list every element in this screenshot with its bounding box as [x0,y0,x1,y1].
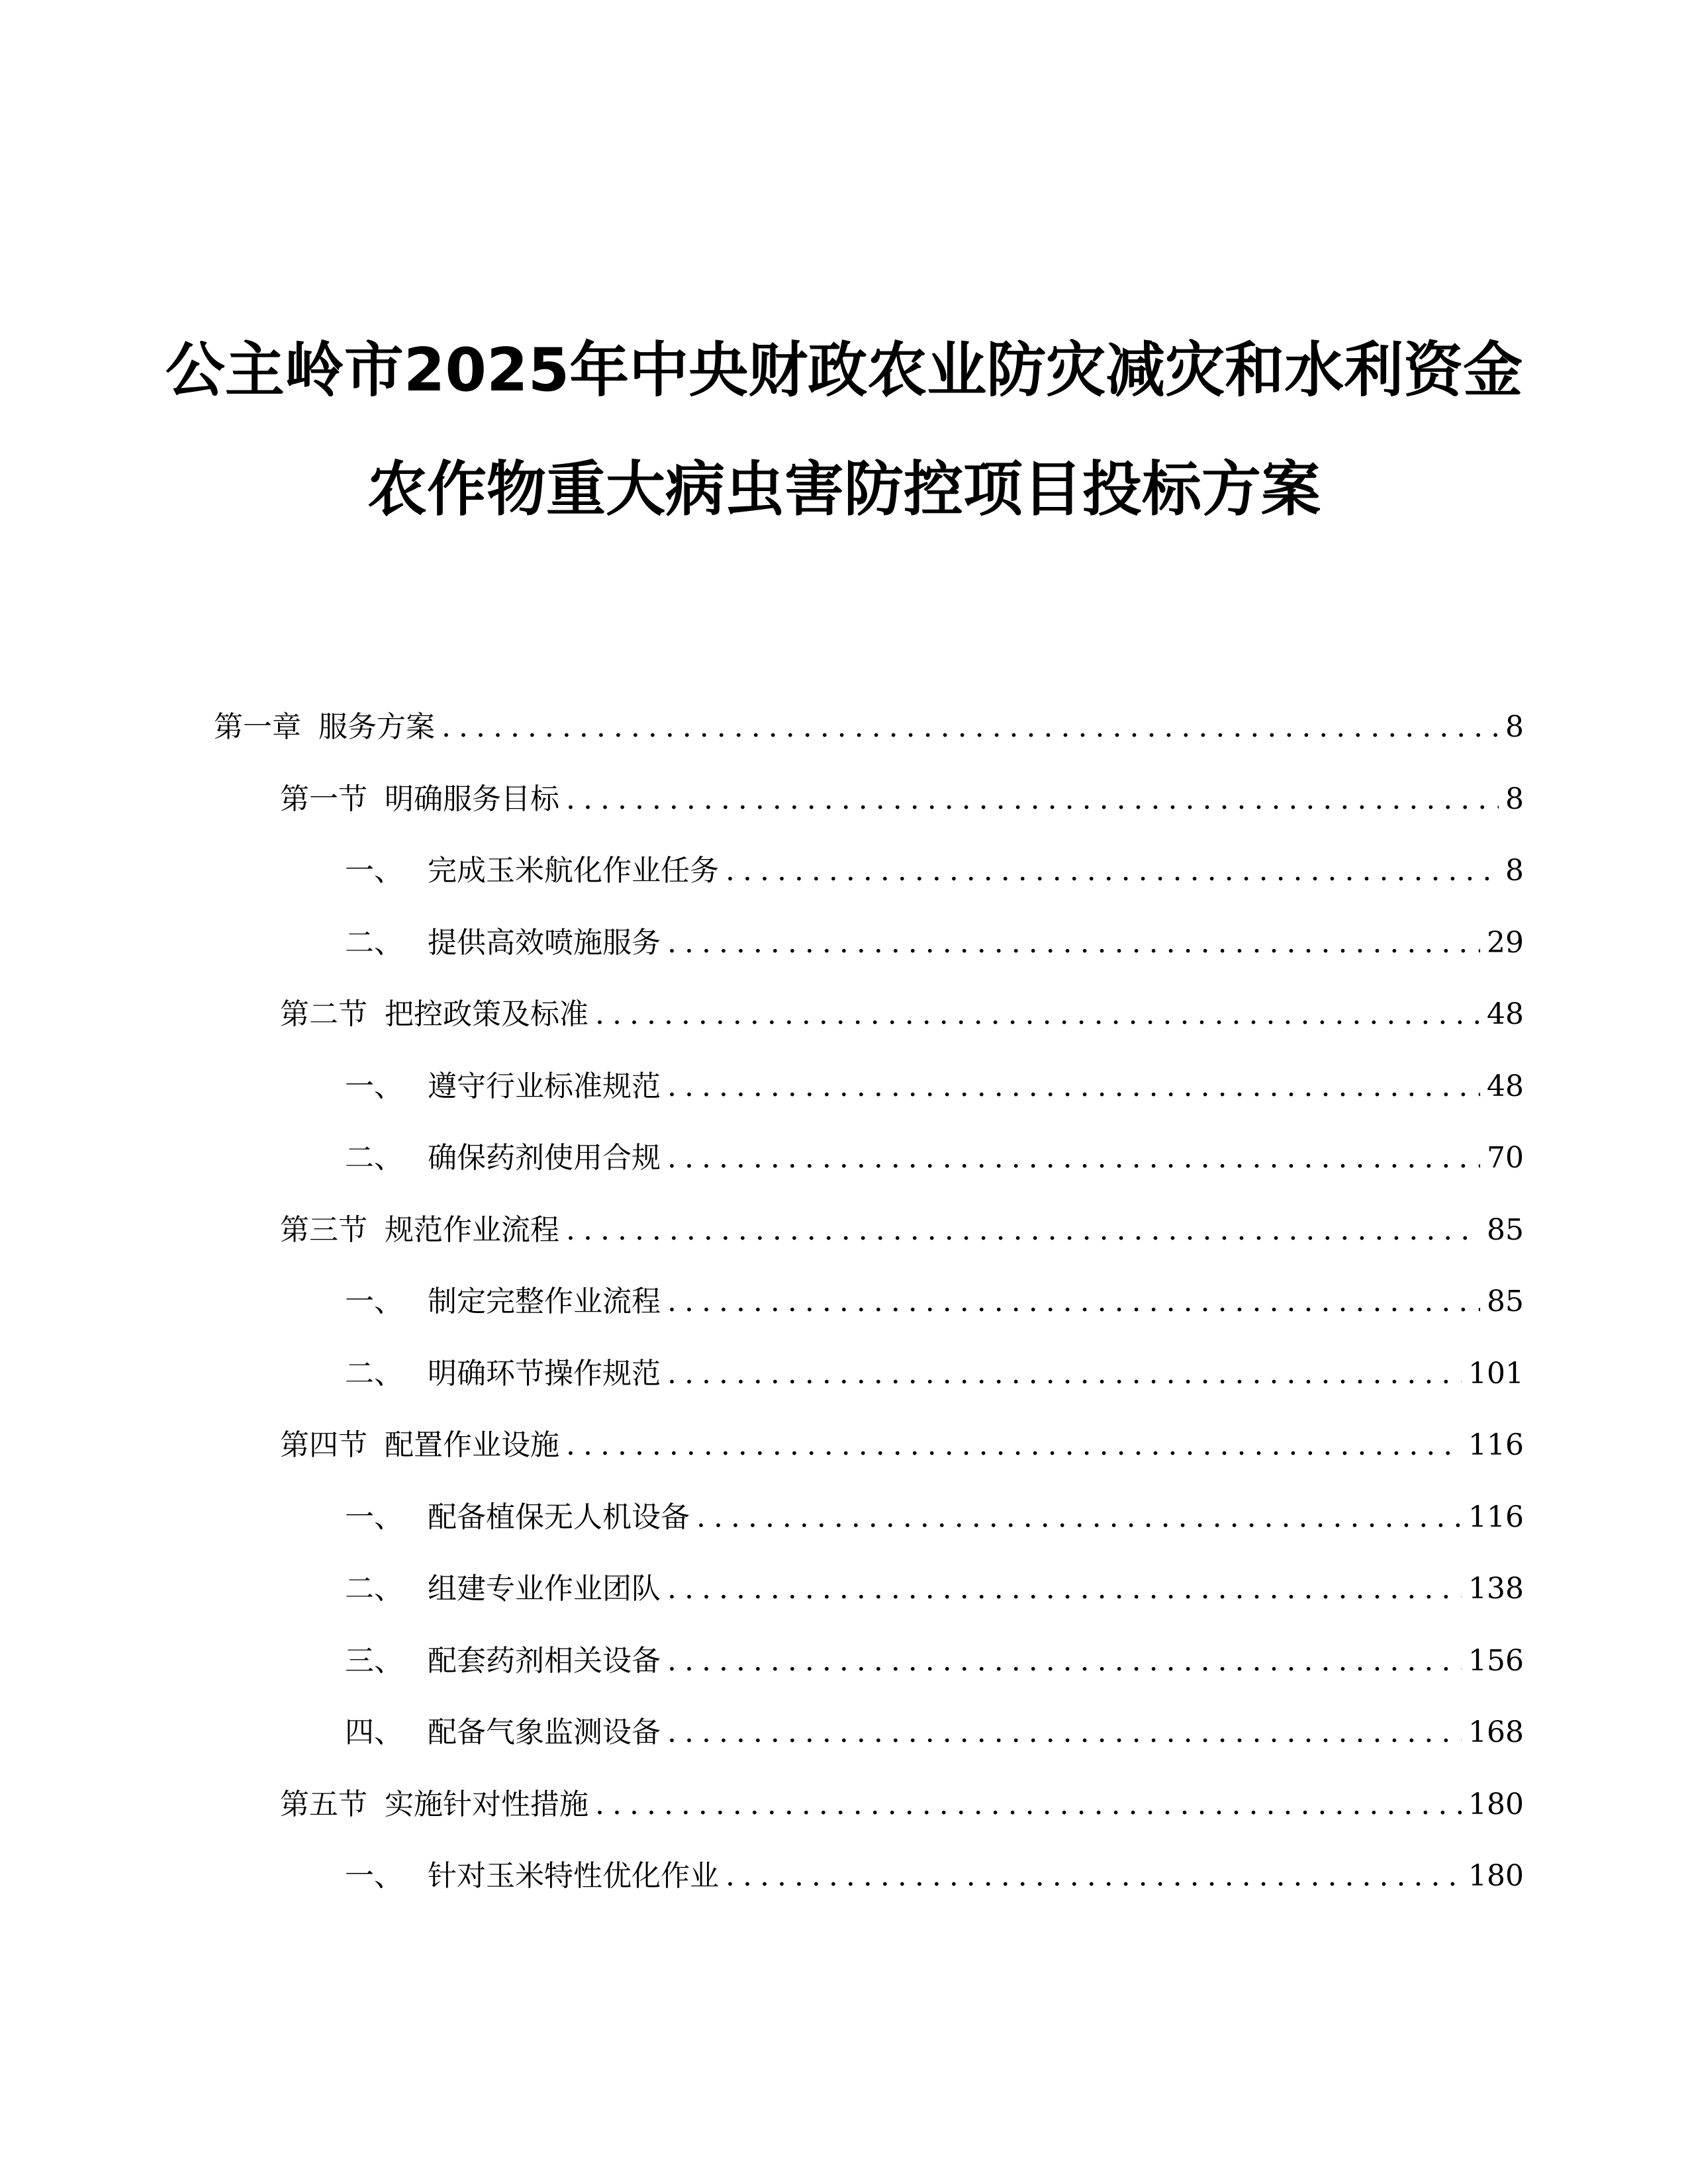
toc-entry-number: 二、 [345,925,403,960]
toc-leader-dots [566,1213,1480,1247]
toc-entry-number: 一、 [345,854,403,887]
toc-leader-dots [667,1572,1462,1606]
toc-entry-number: 一、 [345,1285,403,1318]
toc-page-number: 8 [1505,854,1524,887]
toc-entry[interactable] [345,1134,1524,1176]
toc-entry-title: 把控政策及标准 [385,997,588,1031]
toc-entry-number: 第一章 [214,710,301,744]
toc-leader-dots [667,1715,1462,1749]
toc-entry-number: 一、 [345,1859,403,1893]
toc-entry-title: 实施针对性措施 [385,1787,588,1821]
toc-entry-title: 配备气象监测设备 [428,1715,661,1749]
toc-entry-number: 四、 [345,1715,403,1749]
toc-entry[interactable] [280,1421,1524,1463]
toc-page-number: 116 [1468,1500,1524,1534]
toc-leader-dots [566,782,1499,816]
toc-entry-title: 针对玉米特性优化作业 [428,1859,719,1893]
toc-page-number: 180 [1468,1859,1524,1893]
toc-entry[interactable] [345,846,1524,889]
toc-page-number: 116 [1468,1428,1524,1462]
toc-leader-dots [696,1500,1462,1534]
toc-leader-dots [595,1788,1462,1821]
toc-page-number: 138 [1468,1572,1524,1606]
toc-page-number: 8 [1505,782,1524,816]
toc-page-number: 168 [1468,1715,1524,1749]
toc-page-number: 29 [1487,925,1524,960]
toc-entry-number: 第一节 [280,782,367,816]
toc-page-number: 101 [1468,1356,1524,1390]
toc-entry[interactable] [280,1780,1524,1823]
toc-leader-dots [667,1357,1462,1390]
toc-entry-title: 配置作业设施 [385,1428,559,1462]
toc-page-number: 8 [1505,710,1524,744]
toc-entry-title: 配套药剂相关设备 [428,1643,661,1678]
toc-leader-dots [667,1069,1480,1103]
toc-page-number: 70 [1487,1141,1524,1175]
toc-entry[interactable] [345,1062,1524,1105]
toc-leader-dots [667,1141,1480,1175]
toc-page-number: 180 [1468,1787,1524,1821]
toc-entry-title: 提供高效喷施服务 [428,925,661,960]
toc-entry-number: 第二节 [280,997,367,1031]
toc-leader-dots [442,710,1499,744]
toc-entry[interactable] [280,990,1524,1032]
toc-entry[interactable] [345,1852,1524,1894]
toc-leader-dots [726,854,1499,887]
toc-entry-title: 完成玉米航化作业任务 [428,854,719,887]
toc-leader-dots [667,1644,1462,1678]
toc-page-number: 48 [1487,1069,1524,1103]
toc-entry-number: 二、 [345,1141,403,1175]
toc-entry-number: 第四节 [280,1428,367,1462]
document-title-line-2: 农作物重大病虫害防控项目投标方案 [367,455,1321,524]
toc-entry-number: 第五节 [280,1787,367,1821]
toc-entry[interactable] [280,775,1524,817]
toc-entry-number: 二、 [345,1572,403,1606]
toc-page-number: 156 [1468,1643,1524,1678]
toc-entry[interactable] [345,1277,1524,1320]
toc-entry-title: 明确服务目标 [385,782,559,816]
toc-entry-title: 制定完整作业流程 [428,1285,661,1318]
toc-entry[interactable] [345,1493,1524,1535]
document-title-line-1: 公主岭市2025年中央财政农业防灾减灾和水利资金 [165,336,1523,405]
toc-page-number: 48 [1487,997,1524,1031]
toc-entry[interactable] [280,1206,1524,1248]
toc-entry-title: 规范作业流程 [385,1212,559,1247]
toc-leader-dots [726,1859,1462,1893]
toc-leader-dots [566,1428,1462,1462]
toc-leader-dots [667,1285,1480,1318]
toc-entry-title: 遵守行业标准规范 [428,1069,661,1103]
toc-entry[interactable] [345,919,1524,961]
toc-entry-number: 一、 [345,1069,403,1103]
toc-entry[interactable] [345,1565,1524,1607]
toc-leader-dots [667,926,1480,960]
toc-entry-title: 组建专业作业团队 [428,1572,661,1606]
toc-entry-number: 第三节 [280,1212,367,1247]
toc-entry[interactable] [345,1637,1524,1679]
toc-entry-title: 服务方案 [318,710,435,744]
toc-entry-number: 一、 [345,1500,403,1534]
toc-leader-dots [595,997,1480,1031]
toc-entry-title: 配备植保无人机设备 [428,1500,690,1534]
toc-page-number: 85 [1487,1212,1524,1247]
toc-entry[interactable] [345,1349,1524,1392]
toc-entry-number: 三、 [345,1643,403,1678]
toc-entry-title: 明确环节操作规范 [428,1356,661,1390]
toc-entry[interactable] [345,1708,1524,1751]
toc-page-number: 85 [1487,1285,1524,1318]
toc-entry[interactable] [214,703,1524,745]
toc-entry-number: 二、 [345,1356,403,1390]
toc-entry-title: 确保药剂使用合规 [428,1141,661,1175]
